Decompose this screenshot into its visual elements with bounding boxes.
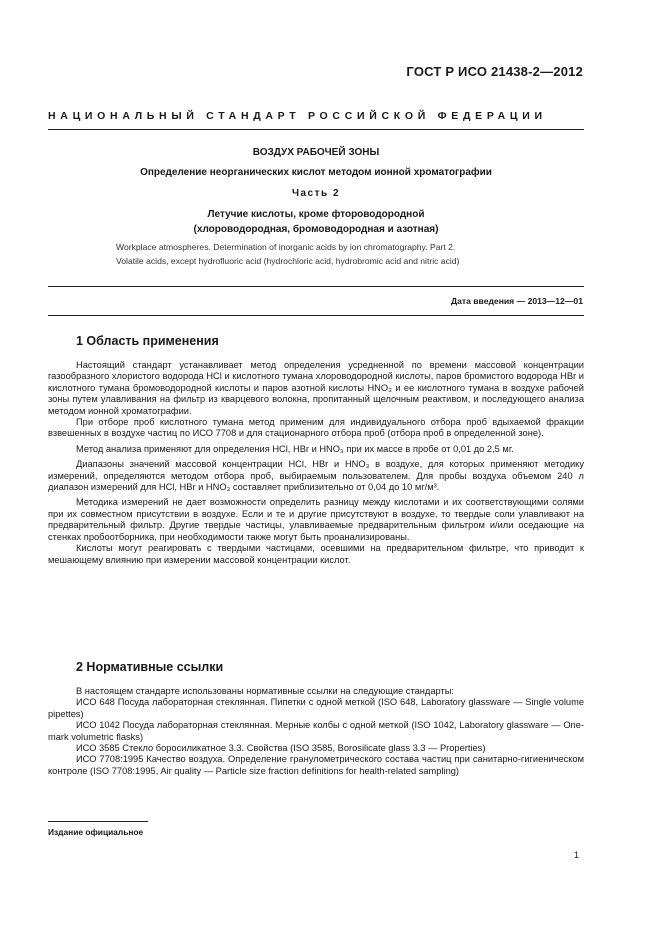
section-1-paragraph: Диапазоны значений массовой концентрации HCl, HBr и HNO₃ в воздухе, для которых применяют методику измерений, определяются методом отбора проб, выбираемым пользователем. Для пробы воздуха объемом 240 л диапазон измерений для HCl, HBr и HNO₃ составляет приблизительно от 0,04 до 10 мг/м³. <box>48 459 584 493</box>
english-title-line2: Volatile acids, except hydrofluoric acid (hydrochloric acid, hydrobromic acid and nitric acid) <box>116 256 460 266</box>
document-title: ВОЗДУХ РАБОЧЕЙ ЗОНЫ <box>252 147 380 158</box>
part-label: Часть 2 <box>291 188 341 199</box>
section-1-body <box>48 360 584 566</box>
title-divider <box>48 286 584 287</box>
normative-reference: ИСО 648 Посуда лабораторная стеклянная. Пипетки с одной меткой (ISO 648, Laboratory glassware — Single volume pipettes) <box>48 697 584 719</box>
english-title-line1: Workplace atmospheres. Determination of inorganic acids by ion chromatography. Part 2. <box>116 242 456 252</box>
section-1-paragraph: Методика измерений не дает возможности определить разницу между кислотами и их соответствующими солями при их совместном присутствии в воздухе. Если и те и другие присутствуют в воздухе, то твердые соли улавливают на предварительный фильтр. Другие твердые частицы, улавливаемые предварительным фильтром и/или оседающие на стенках пробоотборника, при необходимости также могут быть проанализированы. <box>48 497 584 542</box>
document-subtitle: Определение неорганических кислот методом ионной хроматографии <box>140 167 492 178</box>
section-1-title: 1 Область применения <box>76 334 219 348</box>
normative-reference: ИСО 1042 Посуда лабораторная стеклянная. Мерные колбы с одной меткой (ISO 1042, Laboratory glassware — One-mark volumetric flasks) <box>48 720 584 742</box>
footer-divider <box>48 821 148 822</box>
normative-reference: ИСО 3585 Стекло боросиликатное 3.3. Свойства (ISO 3585, Borosilicate glass 3.3 — Properties) <box>76 743 486 754</box>
header-divider <box>48 129 584 130</box>
date-divider <box>48 315 584 316</box>
part-title-line1: Летучие кислоты, кроме фтороводородной <box>207 209 425 220</box>
section-2-body <box>48 686 584 777</box>
introduction-date: Дата введения — 2013—12—01 <box>450 296 583 306</box>
page-number: 1 <box>573 850 579 860</box>
standard-number: ГОСТ Р ИСО 21438-2—2012 <box>406 64 583 79</box>
normative-reference: ИСО 7708:1995 Качество воздуха. Определение гранулометрического состава частиц при санитарно-гигиеническом контроле (ISO 7708:1995, Air quality — Particle size fraction definitions for health-related sampling) <box>48 754 584 776</box>
section-2-intro: В настоящем стандарте использованы нормативные ссылки на следующие стандарты: <box>76 686 455 696</box>
section-2-title: 2 Нормативные ссылки <box>76 660 224 674</box>
section-1-paragraph: Метод анализа применяют для определения HCl, HBr и HNO₃ при их массе в пробе от 0,01 до 2,5 мг. <box>76 443 514 454</box>
national-standard-heading: НАЦИОНАЛЬНЫЙ СТАНДАРТ РОССИЙСКОЙ ФЕДЕРАЦИИ <box>48 110 547 122</box>
section-1-paragraph: Настоящий стандарт устанавливает метод определения усредненной по времени массовой концентрации газообразного хлористого водорода HCl и кислотного тумана хлороводородной кислоты, паров бромистого водорода HBr и кислотного тумана бромоводородной кислоты и паров азотной кислоты HNO₃ и ее кислотного тумана в воздухе рабочей зоны путем улавливания на фильтр из кварцевого волокна, пропитанный щелочным реактивом, и последующего анализа методом ионной хроматографии. <box>48 360 584 416</box>
section-1-paragraph: При отборе проб кислотного тумана метод применим для индивидуального отбора проб вдыхаемой фракции взвешенных в воздухе частиц по ИСО 7708 и для стационарного отбора проб (отбора проб в определенной зоне). <box>48 417 584 439</box>
part-title-line2: (хлороводородная, бромоводородная и азотная) <box>193 224 439 235</box>
edition-label: Издание официальное <box>48 827 144 837</box>
section-1-paragraph: Кислоты могут реагировать с твердыми частицами, осевшими на предварительном фильтре, что приводит к мешающему влиянию при измерении массовой концентрации кислот. <box>48 543 584 565</box>
